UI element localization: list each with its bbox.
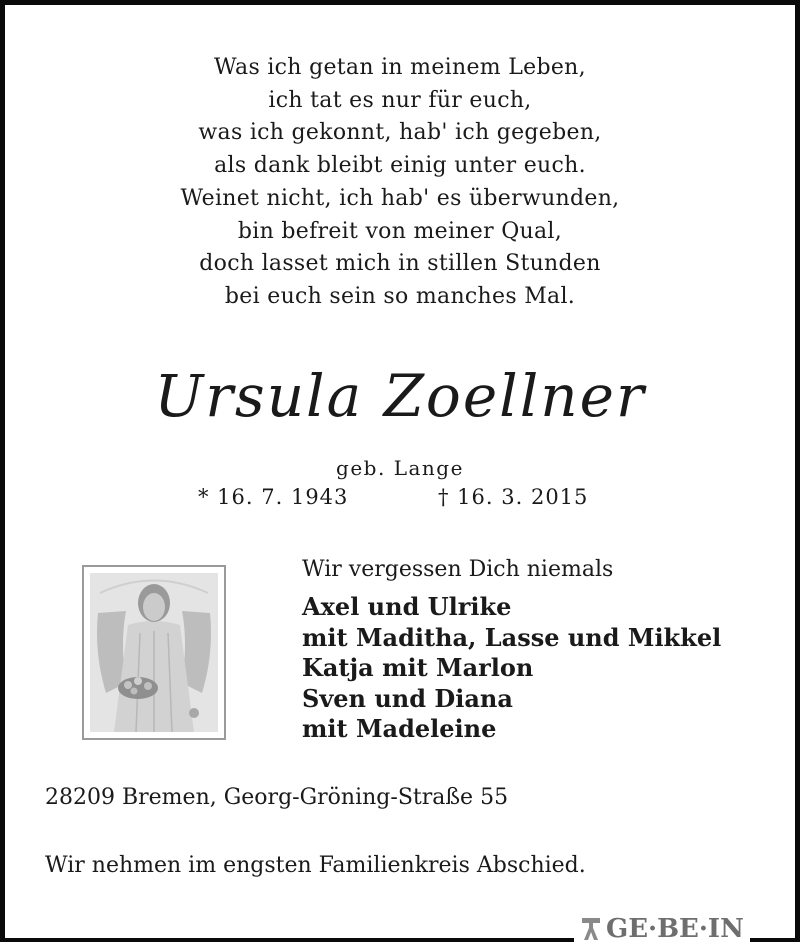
- poem-line: doch lasset mich in stillen Stunden: [199, 251, 601, 277]
- family-line: Katja mit Marlon: [302, 653, 534, 682]
- angel-icon: [90, 573, 218, 732]
- gebein-logo-text: GE·BE·IN: [606, 914, 744, 944]
- family-line: Sven und Diana: [302, 683, 513, 713]
- photo-image: [90, 573, 218, 732]
- poem-line: Weinet nicht, ich hab' es überwunden,: [180, 185, 620, 211]
- poem-line: was ich gekonnt, hab' ich gegeben,: [198, 120, 602, 146]
- angel-statue-photo: [82, 565, 226, 740]
- family-line: Axel und Ulrike: [302, 592, 512, 621]
- poem-line: ich tat es nur für euch,: [268, 87, 532, 113]
- poem-line: bei euch sein so manches Mal.: [224, 283, 576, 309]
- poem-line: als dank bleibt einig unter euch.: [214, 153, 586, 179]
- deceased-name: Ursula Zoellner: [154, 362, 646, 430]
- maiden-name: geb. Lange: [336, 456, 464, 480]
- family-line: mit Madeleine: [302, 714, 497, 743]
- address: 28209 Bremen, Georg-Gröning-Straße 55: [45, 785, 509, 810]
- family-line: mit Maditha, Lasse und Mikkel: [302, 622, 722, 652]
- family-intro: Wir vergessen Dich niemals: [302, 557, 614, 582]
- gebein-logo: [574, 912, 750, 946]
- gebein-logo-icon: [580, 917, 602, 941]
- family-list: [302, 592, 721, 745]
- farewell-note: Wir nehmen im engsten Familienkreis Abschied.: [45, 853, 586, 878]
- poem-line: bin befreit von meiner Qual,: [237, 218, 563, 244]
- death-date: † 16. 3. 2015: [438, 485, 589, 509]
- birth-date: * 16. 7. 1943: [198, 485, 349, 509]
- poem-line: Was ich getan in meinem Leben,: [214, 55, 586, 80]
- poem: [0, 52, 800, 314]
